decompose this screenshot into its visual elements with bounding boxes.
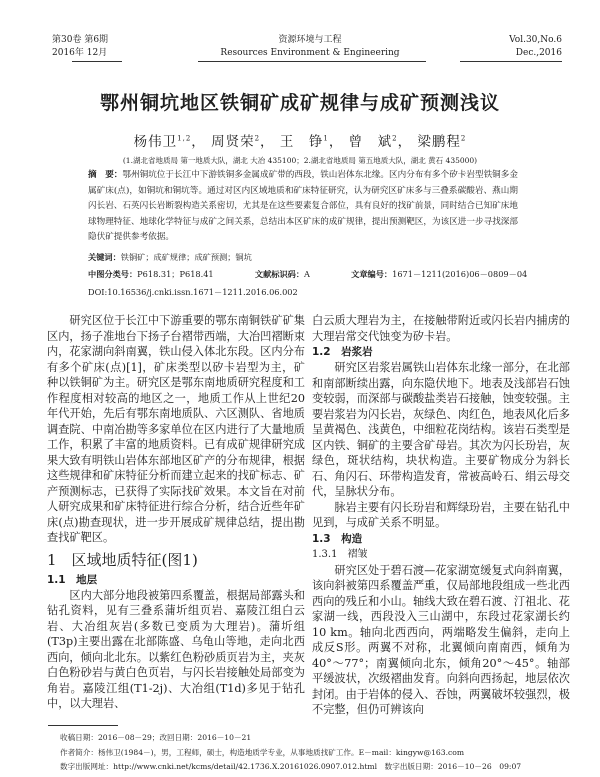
issue-info: [52, 34, 108, 60]
doc-code: A: [304, 269, 310, 279]
dike-paragraph: 脉岩主要有闪长玢岩和辉绿玢岩，主要在钻孔中见到，与成矿关系不明显。: [312, 500, 570, 529]
clc-number: P618.31；P618.41: [137, 269, 214, 279]
author: 王 铮$^1$: [279, 134, 329, 150]
right-column: [312, 313, 570, 718]
magma-paragraph: 研究区岩浆岩属铁山岩体东北缘一部分，在北部和南部断续出露，向东隐伏地下。地表及浅部岩石蚀变较弱，而深部与碳酸盐类岩石接触，蚀变较强。主要岩浆岩为闪长岩，灰绿色、肉红色，地表风化后多呈黄褐色、浅黄色，中细粒花岗结构。该岩石类型是区内铁、铜矿的主要含矿母岩。其次为闪长玢岩，灰绿色，斑状结构，块状构造。主要矿物成分为斜长石、角闪石、环带构造发育，常被高岭石、绢云母交代，呈脉状分布。: [312, 361, 570, 498]
left-column: [47, 313, 305, 712]
subsection-heading: 1.1 地层: [47, 573, 98, 586]
clc-label: 中图分类号：: [88, 269, 138, 279]
article-number: 1671－1211(2016)06－0809－04: [392, 269, 528, 279]
volume-issue-en: Vol.30,No.6: [509, 35, 562, 45]
subsection-heading: 1.2 岩浆岩: [312, 346, 373, 358]
section-heading: 1 区域地质特征(图1): [47, 550, 198, 569]
strata-paragraph-continued: 白云质大理岩为主，在接触带附近或闪长岩内捕虏的大理岩常交代蚀变为矽卡岩。: [312, 314, 570, 343]
header-rule: [72, 61, 122, 62]
abstract-label: 摘 要：: [88, 170, 123, 180]
keywords: [88, 252, 578, 263]
header-rule: [460, 61, 562, 62]
abstract: [88, 168, 518, 246]
subsubsection-heading: 1.3.1 褶皱: [312, 548, 368, 560]
issue-info-en: [509, 34, 562, 60]
journal-name: [190, 34, 430, 60]
volume-issue-cn: 第30卷 第6期: [52, 35, 109, 45]
intro-paragraph: 研究区位于长江中下游重要的鄂东南铜铁矿矿集区内，扬子准地台下扬子台褶带西端，大冶凹褶断束内，花家湖向斜南翼，铁山侵入体北东段。区内分布有多个矿床(点)[1]，矿床类型以矽卡岩型为主，矿种以铁铜矿为主。研究区是鄂东南地质研究程度和工作程度相对较高的地区之一，地质工作从上世纪20年代开始，先后有鄂东南地质队、六区测队、省地质调查院、中南冶勘等多家单位在区内进行了大量地质工作，积累了丰富的地质资料。已有成矿规律研究成果大致有明铁山岩体东部地区矿产的分布规律，根据这些规律和矿床特征分析而建立起来的找矿标志、矿产预测标志，已获得了实际找矿效果。本文旨在对前人研究成果和矿床特征进行综合分析，结合近些年矿床(点)勘查现状，进一步开展成矿规律总结，提出勘查找矿靶区。: [47, 314, 305, 544]
header-rule: [198, 61, 426, 62]
online-publication: 数字出版网址：http://www.cnki.net/kcms/detail/42.1736.X.20161026.0907.012.html 数字出版日期：2016－10－26 09:07: [60, 762, 522, 771]
author: 梁鹏程$^2$: [417, 134, 467, 150]
date-cn: 2016年 12月: [52, 48, 108, 58]
footnote-rule: [48, 725, 118, 726]
keywords-label: 关键词：: [88, 252, 121, 262]
doc-code-label: 文献标识码：: [254, 269, 305, 279]
doi: DOI:10.16536/j.cnki.issn.1671－1211.2016.06.002: [88, 287, 298, 297]
affiliations: (1.湖北省地质局 第一地质大队，湖北 大冶 435100；2.湖北省地质局 第五地质大队，湖北 黄石 435000): [122, 156, 478, 165]
author-bio: 作者简介：杨伟卫(1984－)，男，工程师，硕士，构造地质学专业，从事地质找矿工作。E－mail：kingyw@163.com: [60, 747, 465, 757]
author-list: 杨伟卫$^{1,2}$， 周贤荣$^2$， 王 铮$^1$， 曾 斌$^2$， 梁鹏程$^2$: [133, 134, 467, 150]
received-date: 收稿日期：2016－08－29；改回日期：2016－10－21: [60, 733, 252, 742]
strata-paragraph: 区内大部分地段被第四系覆盖，根据局部露头和钻孔资料，见有三叠系蒲圻组页岩、嘉陵江组白云岩、大冶组灰岩(多数已变质为大理岩)。蒲圻组(T3p)主要出露在北部陈盛、乌龟山等地，走向北西西向，倾向北北东。以紫红色粉砂质页岩为主，夹灰白色粉砂岩与黄白色页岩，与闪长岩接触处局部变为角岩。嘉陵江组(T1-2j)、大冶组(T1d)多见于钻孔中，以大理岩、: [47, 588, 305, 710]
author: 周贤荣$^2$: [211, 134, 261, 150]
author: 曾 斌$^2$: [348, 134, 398, 150]
footnotes: [60, 731, 590, 775]
classification-line: [88, 269, 578, 280]
abstract-text: 鄂州铜坑位于长江中下游铁铜多金属成矿带的西段，铁山岩体东北缘。区内分布有多个矽卡岩型铁铜多金属矿床(点)，如铜坑和铜坑等。通过对区内区域地质和矿床特征研究，认为研究区矿床多与三叠系碳酸岩、燕山期闪长岩、石英闪长岩断裂构造关系密切，尤其是在这些要素复合部位，具有良好的找矿前景，同时结合已知矿床地球物理特征、地球化学特征与成矿之间关系，总结出本区矿床的成矿规律，提出预测靶区，为该区进一步寻找深部隐伏矿提供参考依据。: [88, 170, 518, 242]
journal-name-cn: 资源环境与工程: [278, 35, 342, 45]
keywords-text: 铁铜矿；成矿规律；成矿预测；铜坑: [120, 252, 252, 262]
article-number-label: 文章编号：: [351, 269, 393, 279]
paper-title: 鄂州铜坑地区铁铜矿成矿规律与成矿预测浅议: [99, 92, 500, 114]
fold-paragraph: 研究区处于碧石渡—花家湖宽缓复式向斜南翼，该向斜被第四系覆盖严重，仅局部地段组成一些北西西向的残丘和小山。轴线大致在碧石渡、汀祖北、花家湖一线，西段没入三山湖中，东段过花家湖长约10 km。轴向北西西向，两端略发生偏斜，走向上成反S形。两翼不对称，北翼倾向南南西，倾角为40°～77°；南翼倾向北东，倾角20°～45°。轴部平缓波状，次级褶曲发育。向斜向西扬起，地层依次封闭。由于岩体的侵入、吞蚀，两翼破坏较强烈，极不完整，但仍可辨该向: [312, 563, 570, 716]
date-en: Dec.,2016: [515, 48, 562, 58]
author: 杨伟卫$^{1,2}$: [133, 134, 192, 150]
subsection-heading: 1.3 构造: [312, 532, 363, 545]
journal-name-en: Resources Environment & Engineering: [220, 48, 400, 58]
